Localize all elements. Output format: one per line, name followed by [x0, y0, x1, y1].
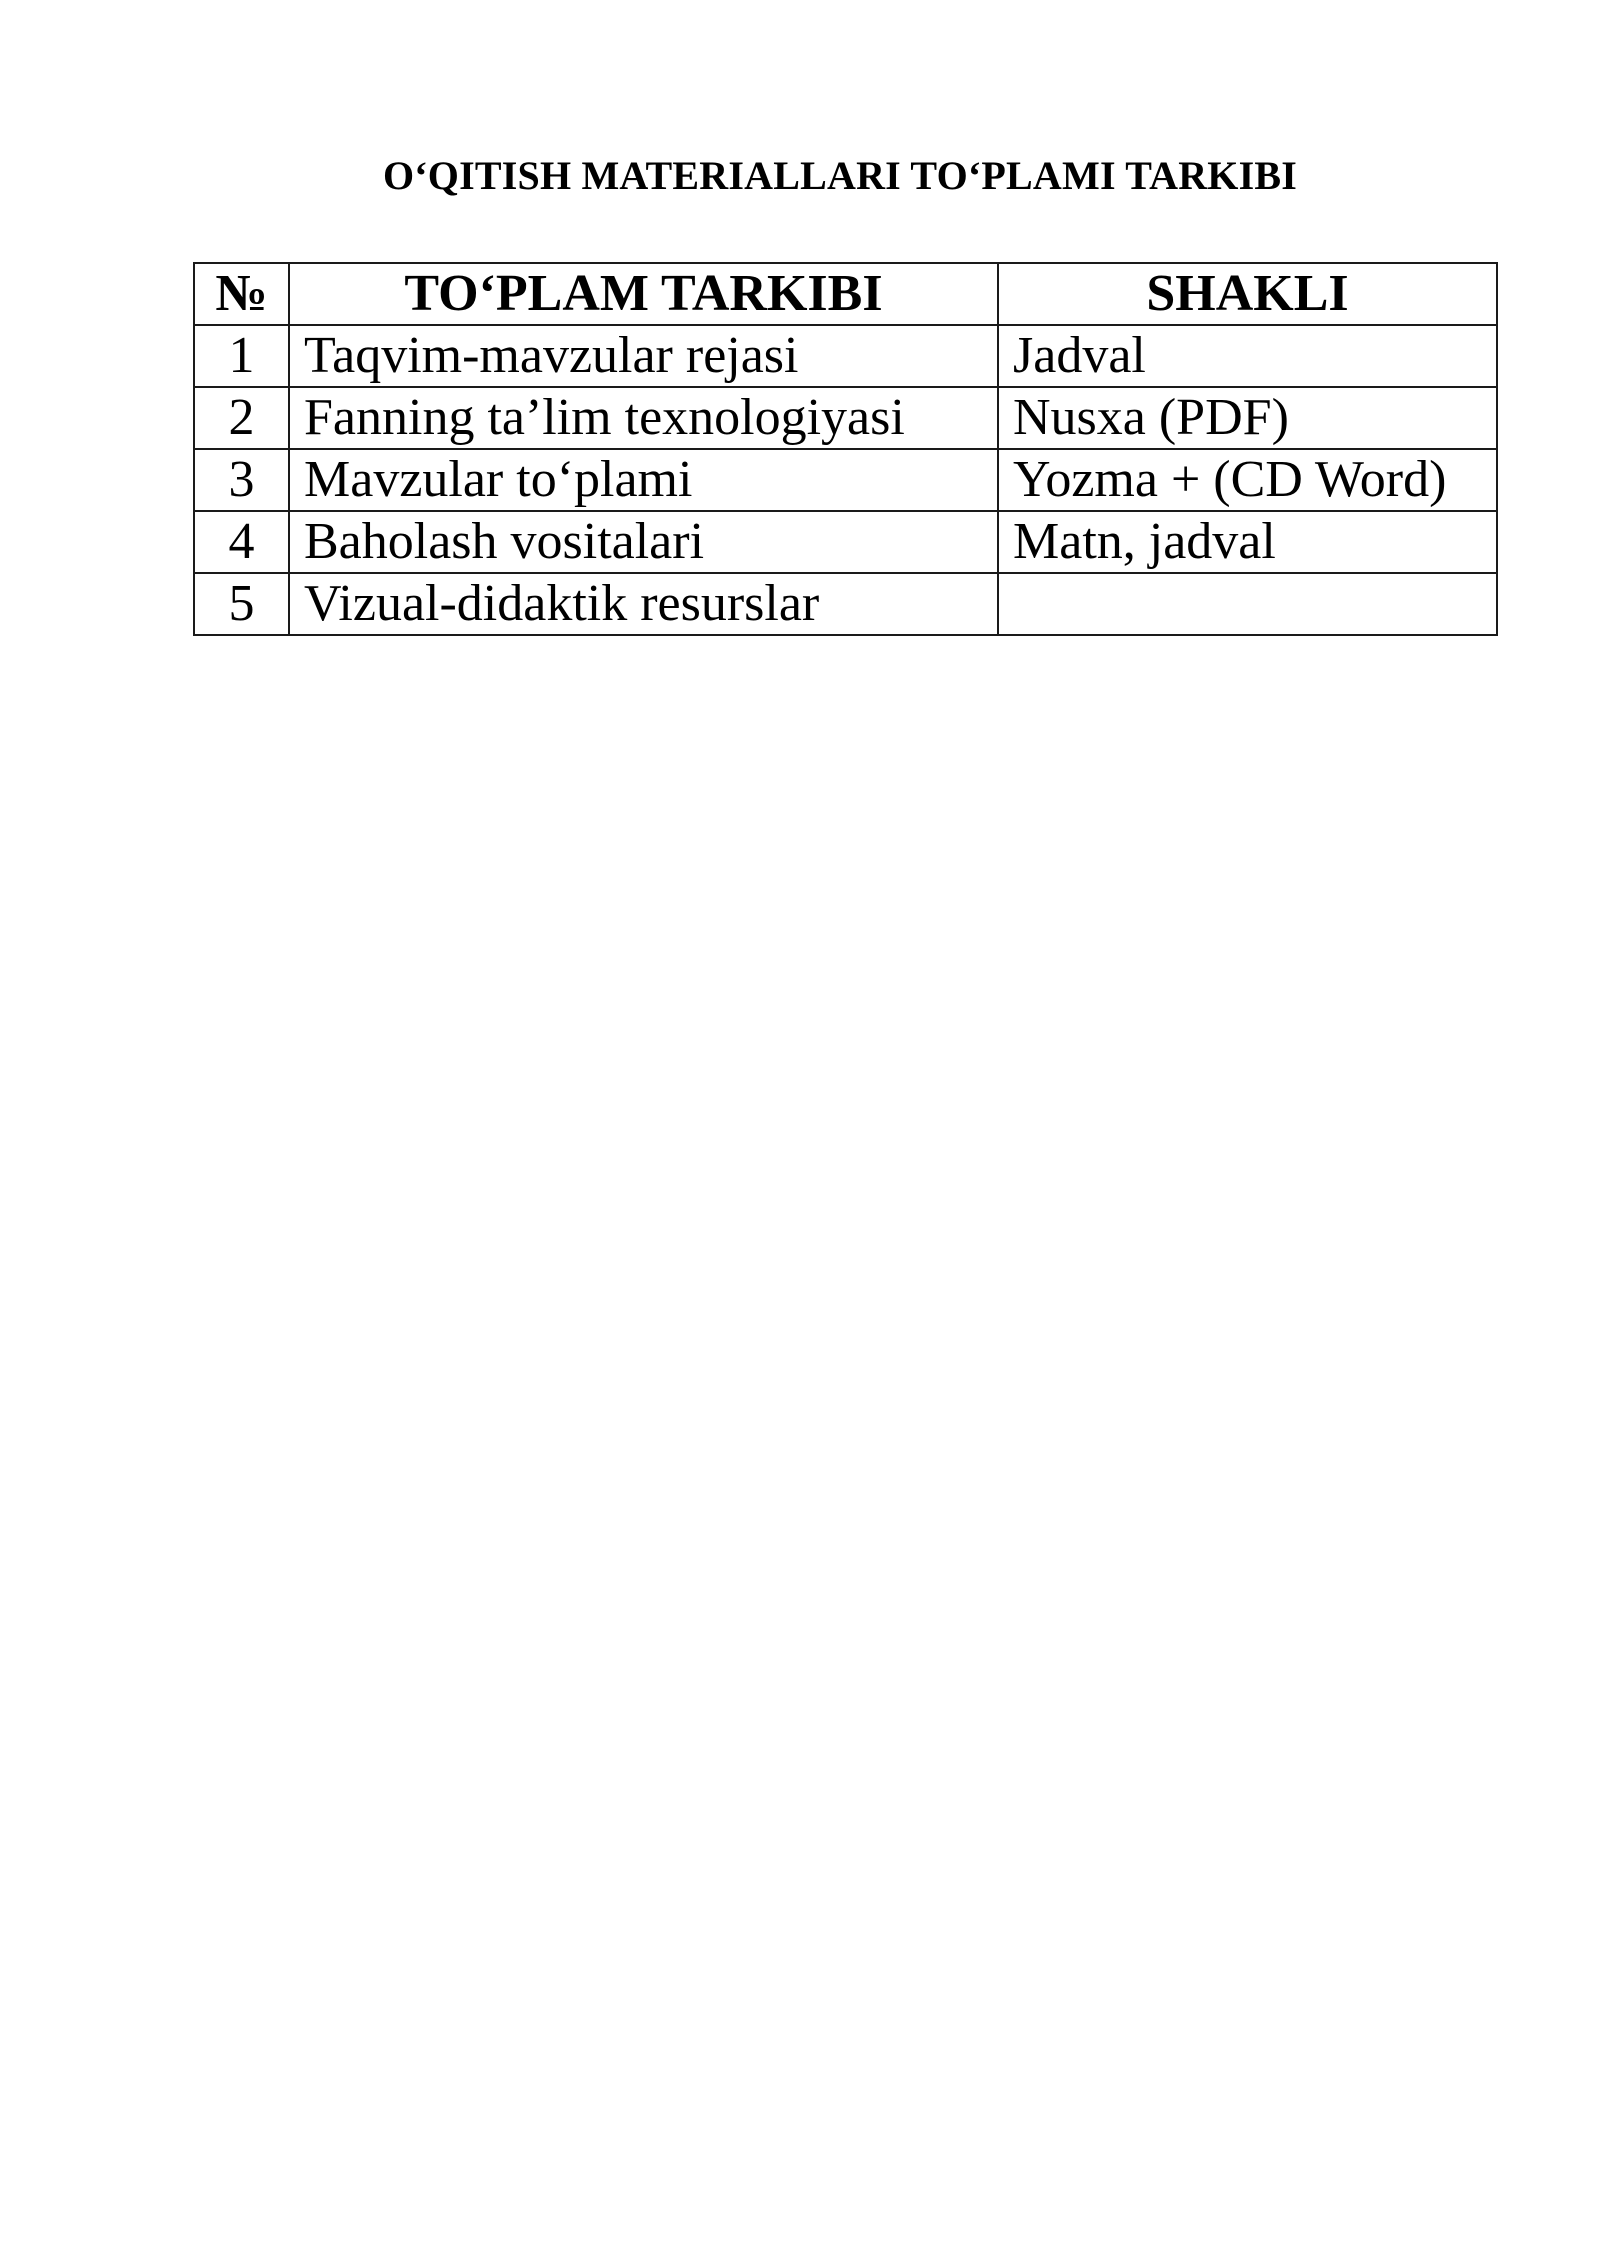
header-number: № [194, 263, 289, 325]
table-row [194, 449, 1497, 511]
row-number: 3 [194, 449, 289, 511]
row-form [998, 573, 1497, 635]
row-form: Jadval [998, 325, 1497, 387]
row-form: Matn, jadval [998, 511, 1497, 573]
row-number: 4 [194, 511, 289, 573]
row-composition: Mavzular to‘plami [289, 449, 998, 511]
materials-table [193, 262, 1498, 636]
header-form: SHAKLI [998, 263, 1497, 325]
table-row [194, 511, 1497, 573]
row-number: 2 [194, 387, 289, 449]
row-composition: Fanning ta’lim texnologiyasi [289, 387, 998, 449]
header-composition: TO‘PLAM TARKIBI [289, 263, 998, 325]
table-row [194, 387, 1497, 449]
row-composition: Vizual-didaktik resurslar [289, 573, 998, 635]
row-composition: Baholash vositalari [289, 511, 998, 573]
table-row [194, 573, 1497, 635]
row-form: Nusxa (PDF) [998, 387, 1497, 449]
document-title: O‘QITISH MATERIALLARI TO‘PLAMI TARKIBI [382, 153, 1298, 198]
row-number: 5 [194, 573, 289, 635]
table-row [194, 325, 1497, 387]
table-header-row [194, 263, 1497, 325]
row-form: Yozma + (CD Word) [998, 449, 1497, 511]
row-composition: Taqvim-mavzular rejasi [289, 325, 998, 387]
row-number: 1 [194, 325, 289, 387]
